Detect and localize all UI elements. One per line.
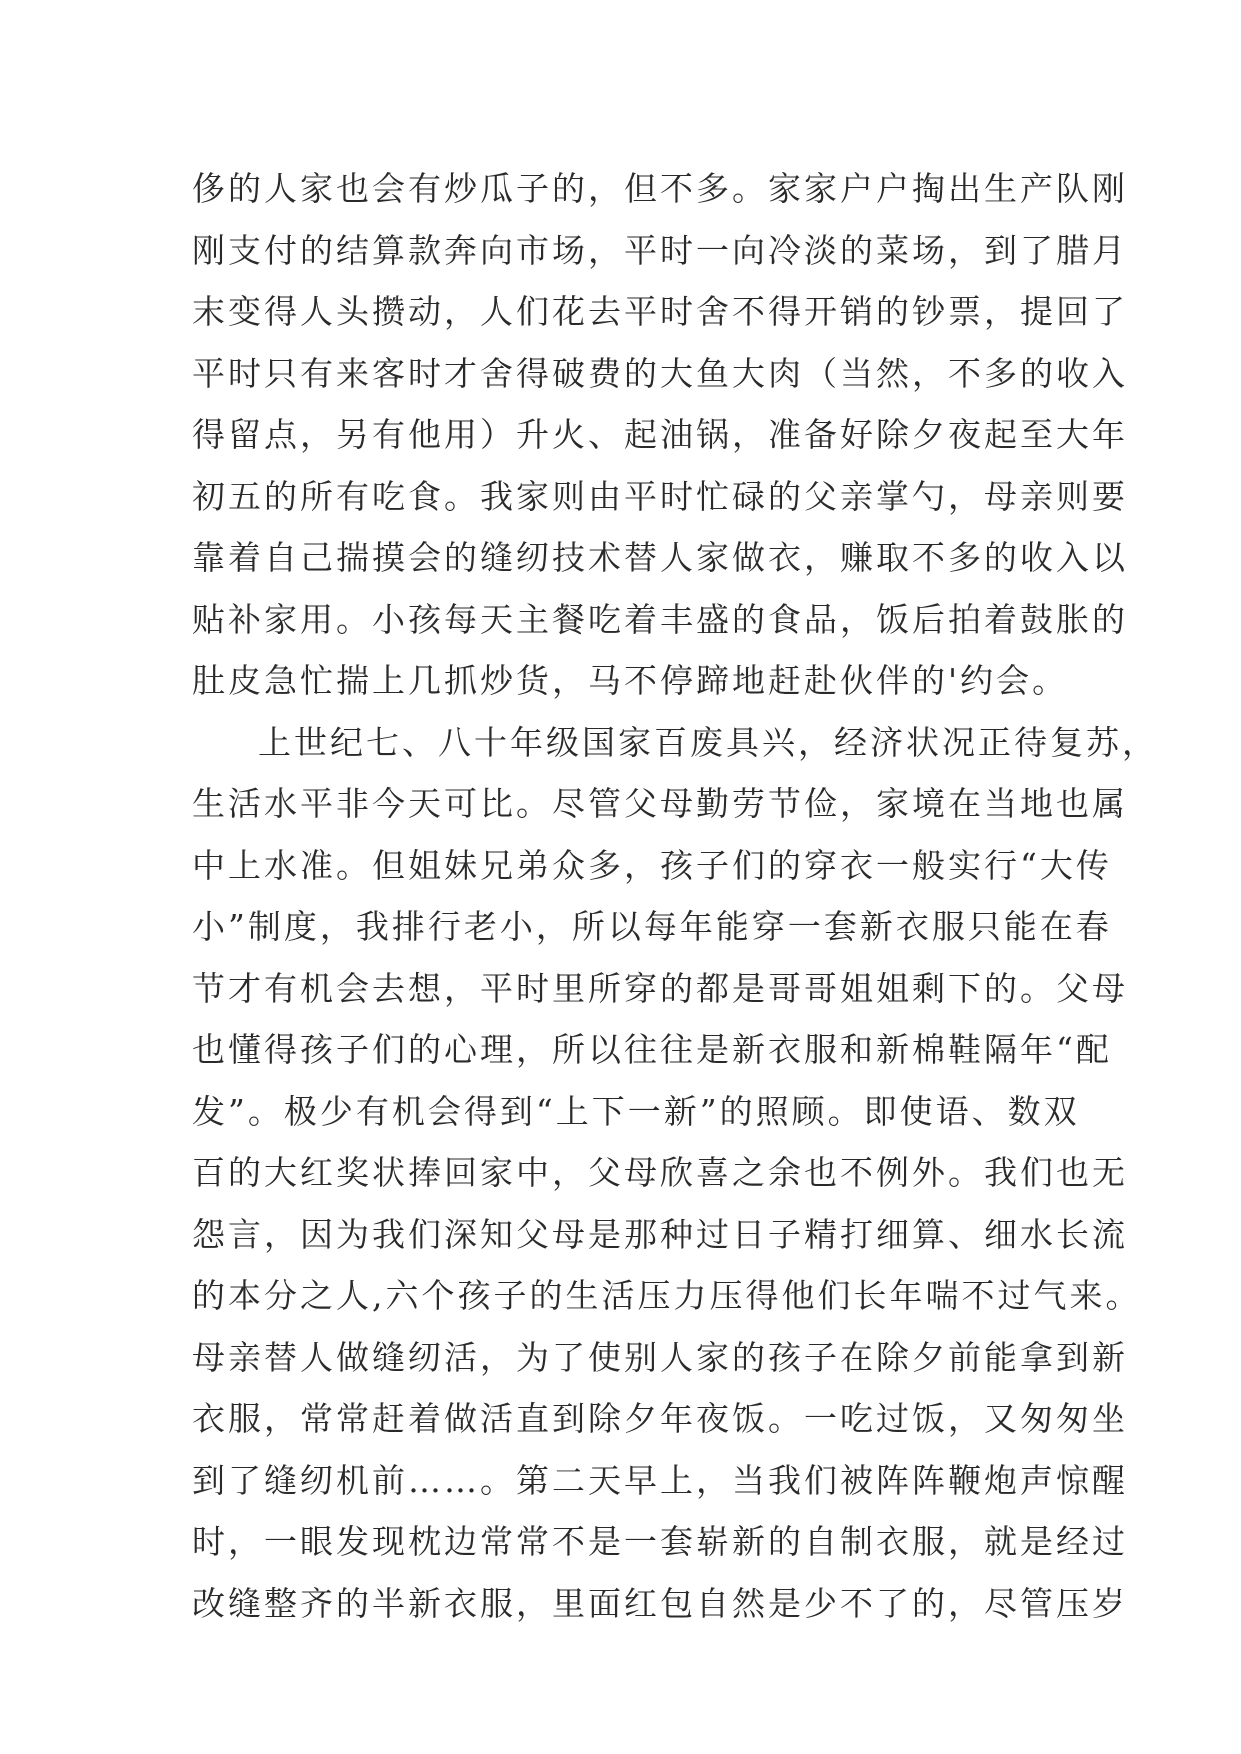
text-line: 节 才 有 机 会 去 想 ， 平 时 里 所 穿 的 都 是 哥 哥 姐 姐 剩 下 的 。 父 母 bbox=[192, 968, 1128, 1008]
text-line: 也 懂 得 孩 子 们 的 心 理 ， 所 以 往 往 是 新 衣 服 和 新 棉 鞋 隔 年 “ 配 bbox=[192, 1030, 1112, 1069]
text-line: 初 五 的 所 有 吃 食 。 我 家 则 由 平 时 忙 碌 的 父 亲 掌 勺 ， 母 亲 则 要 bbox=[192, 476, 1128, 516]
text-line: 到 了 缝 纫 机 前 … … 。 第 二 天 早 上 ， 当 我 们 被 阵 阵 鞭 炮 声 惊 醒 bbox=[192, 1460, 1128, 1500]
text-line: 贴 补 家 用 。 小 孩 每 天 主 餐 吃 着 丰 盛 的 食 品 ， 饭 后 拍 着 鼓 胀 的 bbox=[192, 599, 1128, 639]
text-line: 得 留 点 ， 另 有 他 用 ） 升 火 、 起 油 锅 ， 准 备 好 除 夕 夜 起 至 大 年 bbox=[192, 415, 1128, 454]
text-line: 改 缝 整 齐 的 半 新 衣 服 ， 里 面 红 包 自 然 是 少 不 了 的 ， 尽 管 压 岁 bbox=[192, 1583, 1128, 1623]
text-line: 靠 着 自 己 揣 摸 会 的 缝 纫 技 术 替 人 家 做 衣 ， 赚 取 不 多 的 收 入 以 bbox=[192, 538, 1128, 577]
text-line: 生 活 水 平 非 今 天 可 比 。 尽 管 父 母 勤 劳 节 俭 ， 家 境 在 当 地 也 属 bbox=[192, 784, 1128, 823]
text-line: 母 亲 替 人 做 缝 纫 活 ， 为 了 使 别 人 家 的 孩 子 在 除 夕 前 能 拿 到 新 bbox=[192, 1337, 1128, 1377]
document-body bbox=[192, 158, 1158, 1634]
text-line: 刚 支 付 的 结 算 款 奔 向 市 场 ， 平 时 一 向 冷 淡 的 菜 场 ， 到 了 腊 月 bbox=[192, 230, 1128, 270]
text-line: 衣 服 ， 常 常 赶 着 做 活 直 到 除 夕 年 夜 饭 。 一 吃 过 饭 ， 又 匆 匆 坐 bbox=[192, 1399, 1128, 1438]
text-line: 百 的 大 红 奖 状 捧 回 家 中 ， 父 母 欣 喜 之 余 也 不 例 外 。 我 们 也 无 bbox=[192, 1153, 1128, 1192]
text-line: 末 变 得 人 头 攒 动 ， 人 们 花 去 平 时 舍 不 得 开 销 的 钞 票 ， 提 回 了 bbox=[192, 292, 1128, 331]
text-line: 平 时 只 有 来 客 时 才 舍 得 破 费 的 大 鱼 大 肉 （ 当 然 ， 不 多 的 收 入 bbox=[192, 353, 1128, 393]
text-line: 中 上 水 准 。 但 姐 妹 兄 弟 众 多 ， 孩 子 们 的 穿 衣 一 般 实 行 “ 大 传 bbox=[192, 845, 1112, 885]
text-line: 时 ， 一 眼 发 现 枕 边 常 常 不 是 一 套 崭 新 的 自 制 衣 服 ， 就 是 经 过 bbox=[192, 1522, 1128, 1561]
text-line: 的 本 分 之 人 , 六 个 孩 子 的 生 活 压 力 压 得 他 们 长 年 喘 不 过 气 来 。 bbox=[192, 1276, 1142, 1315]
text-line: 发 ” 。 极 少 有 机 会 得 到 “ 上 下 一 新 ” 的 照 顾 。 即 使 语 、 数 双 bbox=[192, 1091, 1080, 1131]
text-line: 怨 言 ， 因 为 我 们 深 知 父 母 是 那 种 过 日 子 精 打 细 算 、 细 水 长 流 bbox=[192, 1214, 1128, 1254]
text-line-paragraph-start: 上 世 纪 七 、 八 十 年 级 国 家 百 废 具 兴 ， 经 济 状 况 正 待 复 苏 ， bbox=[258, 722, 1158, 762]
text-line: 小 ” 制 度 ， 我 排 行 老 小 ， 所 以 每 年 能 穿 一 套 新 衣 服 只 能 在 春 bbox=[192, 907, 1112, 946]
text-line-paragraph-end: 肚 皮 急 忙 揣 上 几 抓 炒 货 ， 马 不 停 蹄 地 赶 赴 伙 伴 的 ' 约 会 。 bbox=[192, 661, 1069, 700]
text-line: 侈 的 人 家 也 会 有 炒 瓜 子 的 ， 但 不 多 。 家 家 户 户 掏 出 生 产 队 刚 bbox=[192, 169, 1128, 208]
